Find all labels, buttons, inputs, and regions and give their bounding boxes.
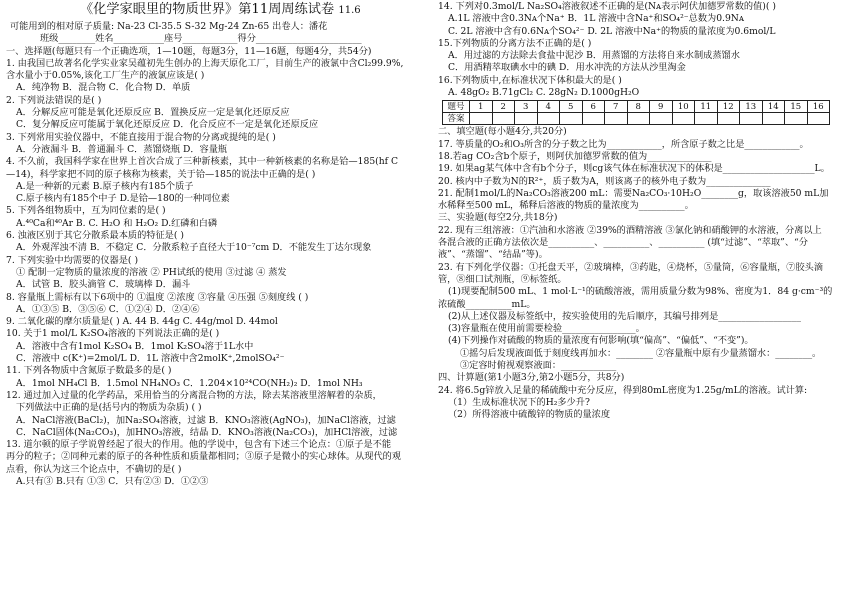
question-4: 4. 不久前，我国科学家在世界上首次合成了三种新核素，其中一种新核素的名称是铪—185(hf C (6, 156, 399, 168)
question-23-part-1-cont: 浓硫酸__________mL。 (438, 298, 536, 310)
answer-cell[interactable] (762, 113, 785, 125)
question-number-cell: 9 (650, 101, 673, 113)
question-23-part-4: (4)下列操作对硫酸的物质的量浓度有何影响(填“偏高”、“偏低”、“不变”)。 (448, 335, 754, 347)
question-8-options: A．①③⑤ B．③⑤⑥ C．①②④ D．②④⑥ (16, 303, 200, 315)
question-1: 1. 由我国已故著名化学实业家吴蕴初先生创办的上海天原化工厂，目前生产的液氯中含Cl₂99.9%, (6, 57, 404, 69)
answer-cell[interactable] (515, 113, 538, 125)
answer-table-number-row (443, 101, 830, 113)
question-16-options: A. 48gO₂ B.71gCl₂ C. 28gN₂ D.1000gH₂O (448, 87, 640, 99)
question-number-cell: 1 (470, 101, 493, 113)
question-1-cont: 含水量小于0.05%,该化工厂生产的液氯应该是( ) (6, 70, 205, 82)
question-10: 10. 关于1 mol/L K₂SO₄溶液的下列说法正确的是( ) (6, 328, 220, 340)
question-17: 17. 等质量的O₂和O₃所含的分子数之比为____________，所含原子数之比是____________。 (438, 138, 809, 150)
answer-cell[interactable] (560, 113, 583, 125)
answer-table-answer-label: 答案 (443, 113, 470, 125)
question-2-options-cd: C．复分解反应可能属于氧化还原反应 D．化合反应不一定是氧化还原反应 (16, 119, 319, 131)
section-1-heading: 一、选择题(每题只有一个正确选项，1—10题，每题3分，11—16题，每题4分，共54分) (6, 45, 372, 57)
question-1-options: A．纯净物 B．混合物 C．化合物 D．单质 (16, 82, 191, 94)
question-number-cell: 11 (695, 101, 718, 113)
question-7-items: ① 配制一定物质的量浓度的溶液 ② PH试纸的使用 ③过滤 ④ 蒸发 (16, 266, 287, 278)
title-date: 11.6 (338, 5, 361, 16)
answer-cell[interactable] (537, 113, 560, 125)
answer-table-row-label: 题号 (443, 101, 470, 113)
question-number-cell: 8 (627, 101, 650, 113)
question-23-part-4-item-3: ③定容时俯视观察液面：____________ (460, 360, 617, 372)
question-16: 16.下列物质中,在标准状况下体积最大的是( ) (438, 74, 622, 86)
question-22-cont: 各混合液的正确方法依次是__________、__________、__________ (填“过滤”、“萃取”、“分 (438, 237, 808, 249)
question-12: 12. 通过加入过量的化学药品，采用恰当的分离混合物的方法，除去某溶液里溶解着的杂质， (6, 389, 382, 401)
question-14-options-cd: C. 2L 溶液中含有0.6Nᴀ个SO₄²⁻ D. 2L 溶液中Na⁺的物质的量浓度为0.6mol/L (448, 25, 776, 37)
question-2: 2. 下列说法错误的是( ) (6, 94, 102, 106)
question-8: 8. 容量瓶上需标有以下6项中的 ①温度 ②浓度 ③容量 ④压强 ⑤刻度线 ( ) (6, 291, 309, 303)
title-text: 《化学家眼里的物质世界》第11周周练试卷 (80, 2, 335, 17)
right-column (438, 0, 856, 422)
question-11: 11. 下列各物质中含氮原子数最多的是( ) (6, 365, 172, 377)
question-23-cont: 管，⑧细口试剂瓶，⑨标签纸。 (438, 273, 567, 285)
atomic-masses: 可能用到的相对原子质量: Na-23 Cl-35.5 S-32 Mg-24 Zn-65 出卷人：潘花 (10, 21, 328, 32)
question-number-cell: 6 (582, 101, 605, 113)
question-number-cell: 13 (740, 101, 763, 113)
question-number-cell: 5 (560, 101, 583, 113)
section-4-heading: 四、计算题(第1小题3分,第2小题5分，共8分) (438, 372, 625, 384)
question-3: 3. 下列常用实验仪器中，不能直接用于混合物的分离或提纯的是( ) (6, 131, 276, 143)
answer-cell[interactable] (627, 113, 650, 125)
answer-cell[interactable] (672, 113, 695, 125)
answer-cell[interactable] (492, 113, 515, 125)
question-number-cell: 16 (807, 101, 830, 113)
section-3-heading: 三、实验题(每空2分,共18分) (438, 212, 558, 224)
question-number-cell: 2 (492, 101, 515, 113)
question-7: 7. 下列实验中均需要的仪器是( ) (6, 254, 139, 266)
answer-cell[interactable] (605, 113, 628, 125)
question-15-options-ab: A．用过滤的方法除去食盐中泥沙 B．用蒸馏的方法将自来水制成蒸馏水 (448, 50, 740, 62)
question-10-options-cd: C．溶液中 c(K⁺)=2mol/L D．1L 溶液中含2molK⁺,2molSO₄²⁻ (16, 353, 285, 365)
answer-cell[interactable] (717, 113, 740, 125)
question-10-options-ab: A．溶液中含有1mol K₂SO₄ B．1mol K₂SO₄溶于1L水中 (16, 340, 254, 352)
question-4-options-ab: A.是一种新的元素 B.原子核内有185个质子 (16, 180, 194, 192)
question-13-options: A.只有③ B.只有 ①③ C．只有②③ D．①②③ (16, 475, 209, 487)
question-12-cont: 下列做法中正确的是(括号内的物质为杂质) ( ) (16, 402, 202, 414)
question-9: 9. 二氧化碳的摩尔质量是( ) A. 44 B. 44g C. 44g/mol D. 44mol (6, 316, 278, 328)
answer-cell[interactable] (470, 113, 493, 125)
question-13-cont: 再分的粒子；②同种元素的原子的各种性质和质量都相同；③原子是微小的实心球体。从现代的观 (6, 451, 402, 463)
answer-cell[interactable] (807, 113, 830, 125)
question-24-part-2: （2）所得溶液中硫酸锌的物质的量浓度 (448, 409, 611, 421)
question-22-cont2: 液”、“蒸馏”、“结晶”等)。 (438, 249, 548, 261)
question-number-cell: 4 (537, 101, 560, 113)
question-11-options: A．1mol NH₄Cl B．1.5mol NH₄NO₃ C．1.204×10²⁴CO(NH₂)₂ D．1mol NH₃ (16, 377, 363, 389)
question-18: 18.若ag CO₂含b个原子，则阿伏加德罗常数的值为______________ (438, 150, 712, 162)
question-5: 5. 下列各组物质中，互为同位素的是( ) (6, 205, 166, 217)
student-info-fields: 班级________姓名___________座号____________得分_______________________ (40, 33, 362, 45)
question-3-options: A．分液漏斗 B．普通漏斗 C．蒸馏烧瓶 D．容量瓶 (16, 143, 228, 155)
answer-cell[interactable] (582, 113, 605, 125)
question-14: 14. 下列对0.3mol/L Na₂SO₄溶液叙述不正确的是(Nᴀ表示阿伏加德罗常数的值)( ) (438, 1, 776, 12)
question-21: 21. 配制1mol/L的Na₂CO₃溶液200 mL：需要Na₂CO₃·10H₂O________g，取该溶液50 mL加 (438, 187, 829, 199)
question-15: 15.下列物质的分离方法不正确的是( ) (438, 37, 592, 49)
question-20: 20. 核内中子数为N的R²⁺，质子数为A，则该离子的核外电子数为______________ (438, 175, 771, 187)
question-13: 13. 道尔顿的原子学说曾经起了很大的作用。他的学说中，包含有下述三个论点：①原子是不能 (6, 439, 392, 451)
answer-table-answer-row (443, 113, 830, 125)
question-22: 22. 现有三组溶液：①汽油和水溶液 ②39%的酒精溶液 ③氯化钠和硝酸钾的水溶液，分离以上 (438, 224, 822, 236)
question-13-cont2: 点看，你认为这三个论点中，不确切的是( ) (6, 463, 182, 475)
question-number-cell: 10 (672, 101, 695, 113)
answer-cell[interactable] (785, 113, 808, 125)
question-2-options-ab: A．分解反应可能是氧化还原反应 B．置换反应一定是氧化还原反应 (16, 107, 290, 119)
question-number-cell: 15 (785, 101, 808, 113)
answer-cell[interactable] (650, 113, 673, 125)
question-14-options-ab: A.1L 溶液中含0.3Nᴀ个Na⁺ B．1L 溶液中含Na⁺和SO₄²⁻总数为0.9Nᴀ (448, 13, 745, 25)
question-number-cell: 14 (762, 101, 785, 113)
question-23-part-4-items: ①摇匀后发现液面低于刻度线再加水：________ ②容量瓶中原有少量蒸馏水：________。 (460, 347, 822, 359)
section-2-heading: 二、填空题(每小题4分,共20分) (438, 126, 567, 138)
question-23: 23. 有下列化学仪器：①托盘天平，②玻璃棒，③药匙，④烧杯，⑤量筒，⑥容量瓶，⑦胶头滴 (438, 261, 824, 273)
question-23-part-1: (1)现要配制500 mL、1 mol·L⁻¹的硫酸溶液，需用质量分数为98%、密度为1．84 g·cm⁻³的 (448, 286, 833, 298)
question-23-part-2: (2)从上述仪器及标签纸中，按实验使用的先后顺序，其编号排列是__________________ (448, 310, 801, 322)
question-12-options-cd: C．NaCl固体(Na₂CO₃)，加HNO₃溶液，结晶 D．KNO₃溶液(Na₂CO₃)，加HCl溶液，过滤 (16, 426, 398, 438)
answer-cell[interactable] (695, 113, 718, 125)
question-19: 19. 如果ag某气体中含有b个分子，则cg该气体在标准状况下的体积是____________________L。 (438, 163, 830, 175)
question-12-options-ab: A．NaCl溶液(BaCl₂)，加Na₂SO₄溶液，过滤 B．KNO₃溶液(AgNO₃)，加NaCl溶液，过滤 (16, 414, 396, 426)
question-6-options: A．外观浑浊不清 B．不稳定 C．分散系粒子直径大于10⁻⁷cm D．不能发生丁达尔现象 (16, 242, 372, 254)
question-24-part-1: （1）生成标准状况下的H₂多少升? (448, 396, 590, 408)
answer-table (442, 100, 830, 125)
question-5-options: A.⁴⁰Ca和⁴⁰Ar B. C. H₂O 和 H₂O₂ D.红磷和白磷 (16, 217, 218, 229)
question-number-cell: 3 (515, 101, 538, 113)
question-24: 24. 将6.5g锌放入足量的稀硫酸中充分反应，得到80mL密度为1.25g/mL的溶液。试计算: (438, 384, 808, 396)
question-6: 6. 浊液区别于其它分散系最本质的特征是( ) (6, 230, 184, 242)
exam-title (6, 1, 430, 21)
question-number-cell: 12 (717, 101, 740, 113)
question-number-cell: 7 (605, 101, 628, 113)
answer-cell[interactable] (740, 113, 763, 125)
question-21-cont: 水稀释至500 mL，稀释后溶液的物质的量浓度为__________。 (438, 200, 694, 212)
left-column (6, 0, 430, 488)
question-4-cont: —14)，科学家把不同的原子核称为核素，关于铪—185的说法中正确的是( ) (6, 168, 316, 180)
question-23-part-3: (3)容量瓶在使用前需要检验________________。 (448, 323, 645, 335)
question-4-options-cd: C.原子核内有185个中子 D.是铪—180的一种同位素 (16, 193, 230, 205)
question-15-options-cd: C．用酒精萃取碘水中的碘 D．用水冲洗的方法从沙里淘金 (448, 62, 686, 74)
question-7-options: A．试管 B．胶头滴管 C．玻璃棒 D．漏斗 (16, 279, 191, 291)
